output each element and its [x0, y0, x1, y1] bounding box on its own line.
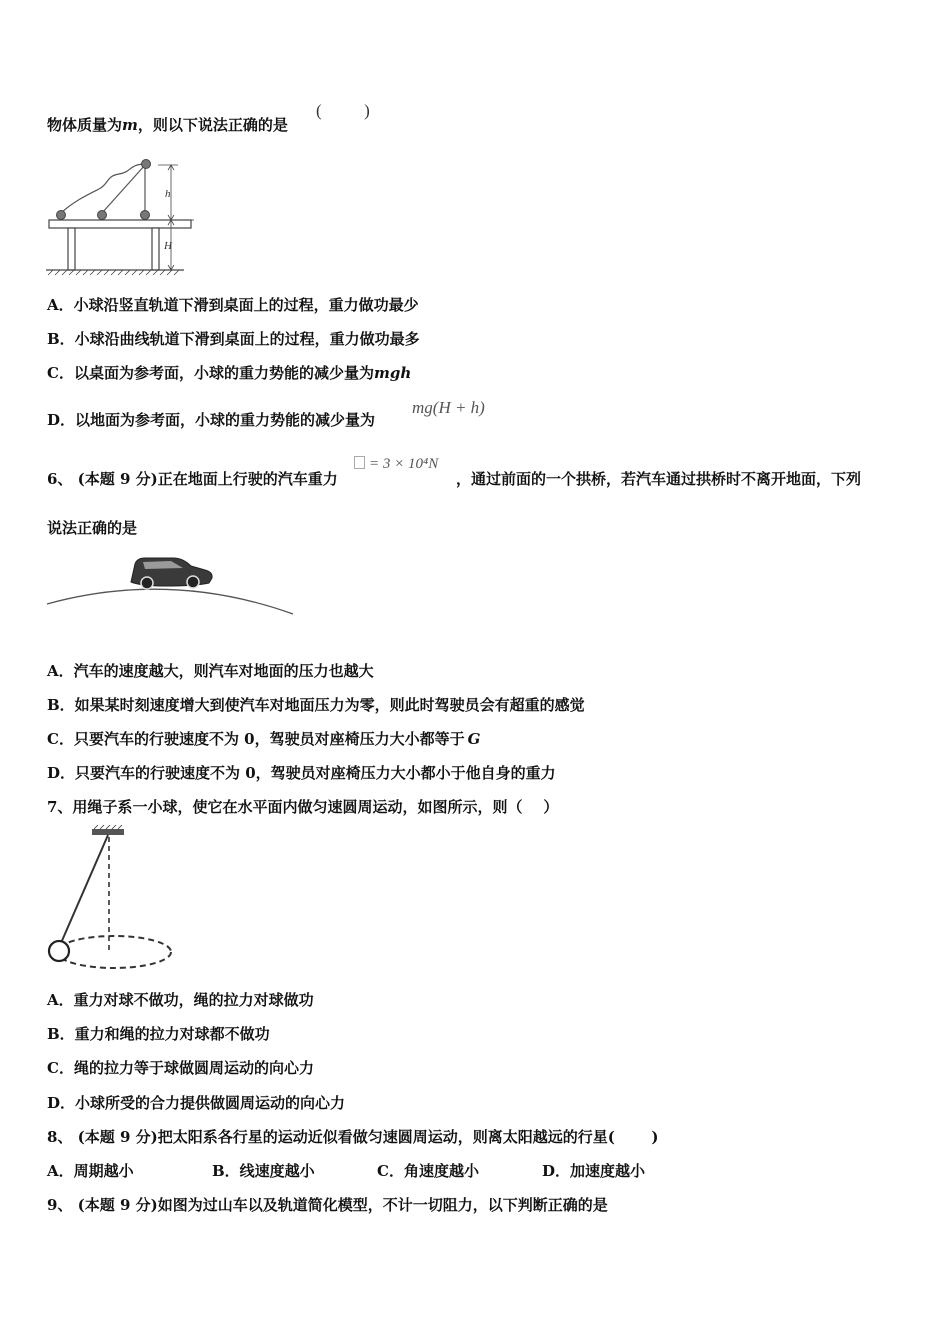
q8-stem: 8、 (本题 9 分)把太阳系各行星的运动近似看做匀速圆周运动，则离太阳越远的行星( ) [47, 1128, 659, 1146]
q5-option-d-math: mg(H + h) [412, 398, 485, 417]
q5-figure-table-tracks [44, 156, 204, 278]
q6-stem-suffix: ，通过前面的一个拱桥，若汽车通过拱桥时不离开地面，下列 [456, 470, 862, 488]
q7-option-b: B．重力和绳的拉力对球都不做功 [47, 1025, 270, 1043]
q6-stem-math-box [354, 456, 365, 469]
q8-option-b: B．线速度越小 [212, 1162, 315, 1180]
q8-option-a: A．周期越小 [47, 1162, 134, 1180]
q6-option-c-text: C．只要汽车的行驶速度不为 0，驾驶员对座椅压力大小都等于 [47, 730, 465, 748]
q8-option-c: C．角速度越小 [377, 1162, 479, 1180]
q6-option-c [47, 729, 480, 749]
q5-option-d-text: D．以地面为参考面，小球的重力势能的减少量为 [47, 411, 376, 429]
q7-option-a: A．重力对球不做功，绳的拉力对球做功 [47, 991, 314, 1009]
q5-stem-suffix: ，则以下说法正确的是 [137, 116, 288, 134]
q5-option-c-var: mgh [373, 364, 412, 382]
q6-figure-car-on-bridge [45, 552, 297, 618]
q5-option-d [47, 410, 375, 430]
q5-stem-var: m [122, 116, 138, 134]
q6-stem-math [354, 456, 438, 473]
q6-option-a: A．汽车的速度越大，则汽车对地面的压力也越大 [47, 662, 374, 680]
q6-stem-line1 [47, 469, 338, 489]
q6-option-c-var: G [467, 730, 481, 748]
q6-option-b: B．如果某时刻速度增大到使汽车对地面压力为零，则此时驾驶员会有超重的感觉 [47, 696, 585, 714]
q7-stem: 7、用绳子系一小球，使它在水平面内做匀速圆周运动，如图所示，则（ ） [47, 798, 559, 816]
q7-ball-icon [49, 941, 69, 961]
q5-stem [47, 115, 288, 135]
q5-option-b: B．小球沿曲线轨道下滑到桌面上的过程，重力做功最多 [47, 330, 420, 348]
q6-stem-prefix: 6、 (本题 9 分)正在地面上行驶的汽车重力 [47, 470, 338, 488]
q6-stem-line2: 说法正确的是 [47, 519, 138, 537]
q5-option-c-text: C．以桌面为参考面，小球的重力势能的减少量为 [47, 364, 374, 382]
q7-option-c: C．绳的拉力等于球做圆周运动的向心力 [47, 1059, 314, 1077]
q5-option-a: A．小球沿竖直轨道下滑到桌面上的过程，重力做功最少 [47, 296, 419, 314]
q5-stem-prefix: 物体质量为 [47, 116, 123, 134]
q5-option-c [47, 363, 411, 383]
q8-option-d: D．加速度越小 [542, 1162, 646, 1180]
q6-stem-math-text: = 3 × 10⁴N [369, 456, 439, 472]
q5-figure-label-H: H [164, 240, 172, 252]
q7-figure-conical-pendulum [44, 825, 184, 975]
q9-stem: 9、 (本题 9 分)如图为过山车以及轨道简化模型，不计一切阻力，以下判断正确的是 [47, 1196, 608, 1214]
q8-options-row [47, 1161, 645, 1181]
q6-option-d: D．只要汽车的行驶速度不为 0，驾驶员对座椅压力大小都小于他自身的重力 [47, 764, 556, 782]
q5-answer-paren: ( ) [316, 101, 370, 120]
q7-option-d: D．小球所受的合力提供做圆周运动的向心力 [47, 1094, 346, 1112]
q5-figure-label-h: h [165, 188, 171, 200]
